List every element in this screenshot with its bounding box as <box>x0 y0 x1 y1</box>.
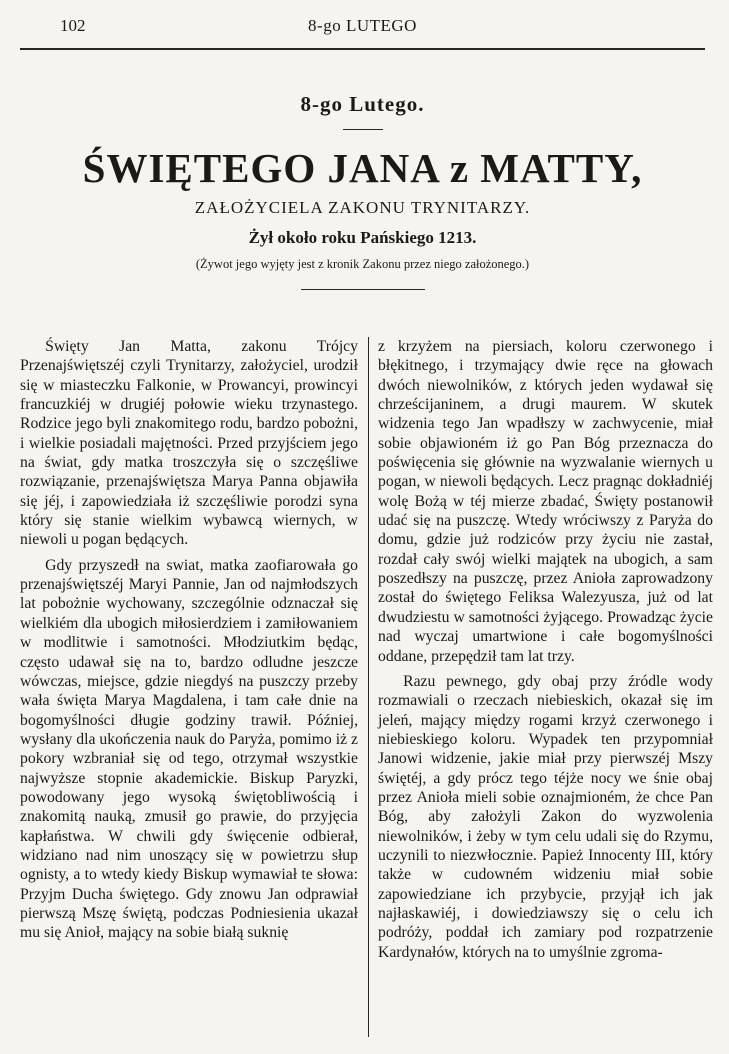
short-divider <box>343 129 383 130</box>
running-head: 8-go LUTEGO <box>308 16 417 35</box>
left-column <box>20 337 358 949</box>
title-block <box>20 92 705 290</box>
paragraph: Święty Jan Matta, zakonu Trójcy Przenajświętszéj czyli Trynitarzy, założyciel, urodził się w miasteczku Falkonie, w Prowancyi, prowincyi francuzkiéj w drugiéj połowie wieku trzynastego. Rodzice jego byli znakomitego rodu, bardzo pobożni, i wielkie posiadali majętności. Przed przyjściem jego na świat, gdy matka troszczyła się o szczęśliwe rozwiązanie, przenajświętsza Marya Panna objawiła się jéj, i zapowiedziała iż szczęśliwie porodzi syna który się stanie wielkim wybawcą wiernych, w niewoli u pogan będących. <box>20 338 358 549</box>
date-heading: 8-go Lutego. <box>300 92 425 116</box>
subtitle: ZAŁOŻYCIELA ZAKONU TRYNITARZY. <box>194 198 531 217</box>
section-divider <box>301 289 425 290</box>
saint-title: ŚWIĘTEGO JANA z MATTY, <box>82 145 643 191</box>
source-note: (Żywot jego wyjęty jest z kronik Zakonu przez niego założonego.) <box>195 257 530 271</box>
paragraph: z krzyżem na piersiach, koloru czerwonego i błękitnego, i trzymający dwie ręce na głowach dwóch niewolników, z których jeden wydawał się chrześcijaninem, a drugi maurem. W skutek widzenia tego Jan wpadłszy w zachwycenie, miał sobie objawioném iż go Pan Bóg przeznacza do poświęcenia się głównie na wyzwalanie wiernych u pogan, w niewoli będących. Lecz pragnąc dokładniéj wolę Bożą w téj mierze zbadać, Święty postanowił udać się na puszczę. Wtedy wróciwszy z Paryża do domu, gdzie już rodziców przy życiu nie zastał, rozdał cały swój wielki majątek na ubogich, a sam poszedłszy na puszczę, przez Anioła zaprowadzony został do świętego Feliksa Walezyusza, już od lat dwudziestu w samotności żyjącego. Prowadząc życie nad wyczaj umartwione i całe bogomyślności oddane, przepędził tam lat trzy. <box>378 338 713 665</box>
lived-line: Żył około roku Pańskiego 1213. <box>248 228 477 247</box>
page-header <box>20 12 705 50</box>
right-column <box>378 337 713 968</box>
paragraph: Razu pewnego, gdy obaj przy źródle wody rozmawiali o rzeczach niebieskich, okazał się im jeleń, mający między rogami krzyż czerwonego i niebieskiego koloru. Wypadek ten przypomniał Janowi widzenie, jakie miał przy pierwszéj Mszy świętéj, a gdy prócz tego téjże nocy we śnie obaj przez Anioła mieli sobie oznajmioném, że chce Pan Bóg, aby założyli Zakon do wyzwolenia niewolników, i żeby w tym celu udali się do Rzymu, uczynili to niezwłocznie. Papież Innocenty III, który także w cudowném widzeniu miał sobie zapowiedziane ich przybycie, przyjął ich jak najłaskawiéj, i dowiedziawszy się o celu ich podróży, poddał ich zamiary pod rozpatrzenie Kardynałów, których na to umyślnie zgroma- <box>378 672 713 961</box>
paragraph: Gdy przyszedł na swiat, matka zaofiarowała go przenajświętszéj Maryi Pannie, Jan od najmłodszych lat pobożnie wychowany, szczególnie odznaczał się wielkiém dla ubogich miłosierdziem i zamiłowaniem w modlitwie i samotności. Młodziutkim będąc, często udawał się na to, bardzo odludne jeszcze wówczas, miejsce, gdzie niegdyś na puszczy przeby wała święta Marya Magdalena, i tam całe dnie na bogomyślności długie godziny trawił. Później, wysłany dla ukończenia nauk do Paryża, pomimo iż z pokory wzbraniał się od tego, otrzymał wszystkie najwyższe stopnie akademickie. Biskup Paryzki, powodowany jego wysoką świętobliwością i znakomitą nauką, zmusił go prawie, do przyjęcia kapłaństwa. W chwili gdy święcenie odbierał, widziano nad nim unoszący się w powietrzu słup ognisty, a to wtedy kiedy Biskup wymawiał te słowa: Przyjm Ducha świętego. Gdy znowu Jan odprawiał pierwszą Mszę świętą, podczas Podniesienia ukazał mu się Anioł, mający na sobie białą suknię <box>20 556 358 942</box>
page-number: 102 <box>60 16 86 35</box>
column-divider <box>368 337 369 1037</box>
